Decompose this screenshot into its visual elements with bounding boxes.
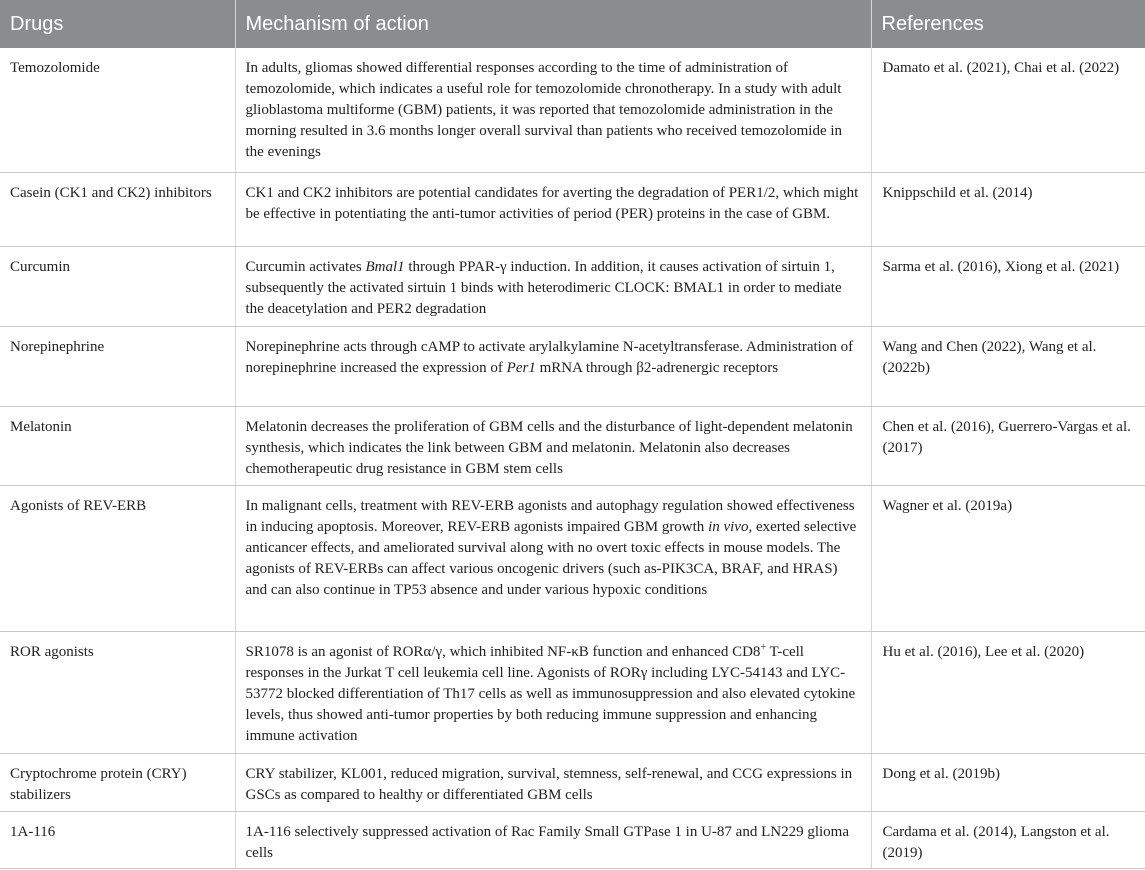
header-row [0, 0, 1145, 48]
mechanism-text: Norepinephrine acts through cAMP to activate arylalkylamine N-acetyltransferase. Administration of norepinephrine increased the expression of [245, 338, 854, 376]
mechanism-cell [235, 246, 871, 326]
mechanism-text: T-cell responses in the Jurkat T cell leukemia cell line. Agonists of RORγ including LYC-54143 and LYC-53772 blocked differentiation of Th17 cells as well as immunosuppression and also elevated cytokine levels, thus showed anti-tumor properties by both reducing immune suppression and enhancing immune activation [245, 643, 856, 744]
references-cell: Chen et al. (2016), Guerrero-Vargas et al. (2017) [871, 406, 1145, 485]
mechanism-cell [235, 631, 871, 753]
references-cell: Sarma et al. (2016), Xiong et al. (2021) [871, 246, 1145, 326]
mechanism-text: SR1078 is an agonist of RORα/γ, which inhibited NF-κB function and enhanced CD8 [245, 643, 761, 660]
table-row [0, 48, 1145, 172]
references-cell: Cardama et al. (2014), Langston et al. (2019) [871, 811, 1145, 868]
header-drugs: Drugs [0, 0, 235, 48]
mechanism-cell: In adults, gliomas showed differential responses according to the time of administration of temozolomide, which indicates a useful role for temozolomide chronotherapy. In a study with adult glioblastoma multiforme (GBM) patients, it was reported that temozolomide administration in the morning resulted in 3.6 months longer overall survival than patients who received temozolomide in the evenings [235, 48, 871, 172]
table-row [0, 485, 1145, 631]
mechanism-text: through PPAR-γ induction. In addition, it causes activation of sirtuin 1, subsequently the activated sirtuin 1 binds with heterodimeric CLOCK: BMAL1 in order to mediate the deacetylation and PER2 degradation [245, 258, 842, 317]
superscript-plus: + [760, 641, 767, 653]
header-mechanism: Mechanism of action [235, 0, 871, 48]
references-cell: Damato et al. (2021), Chai et al. (2022) [871, 48, 1145, 172]
mechanism-text: , exerted selective anticancer effects, and ameliorated survival along with no overt toxic effects in mouse models. The agonists of REV-ERBs can affect various oncogenic drivers (such as-PIK3CA, BRAF, and HRAS) and can also continue in TP53 absence and under various hypoxic conditions [245, 518, 857, 598]
mechanism-cell: CRY stabilizer, KL001, reduced migration, survival, stemness, self-renewal, and CCG expressions in GSCs as compared to healthy or differentiated GBM cells [235, 753, 871, 811]
references-cell: Wagner et al. (2019a) [871, 485, 1145, 631]
gene-name-italic: Per1 [506, 359, 536, 376]
drug-cell: 1A-116 [0, 811, 235, 868]
drug-cell: Agonists of REV-ERB [0, 485, 235, 631]
mechanism-cell: Melatonin decreases the proliferation of GBM cells and the disturbance of light-dependent melatonin synthesis, which indicates the link between GBM and melatonin. Melatonin also decreases chemotherapeutic drug resistance in GBM stem cells [235, 406, 871, 485]
mechanism-text: mRNA through β2-adrenergic receptors [535, 359, 779, 376]
drug-cell: Casein (CK1 and CK2) inhibitors [0, 172, 235, 246]
table-row [0, 172, 1145, 246]
table-row [0, 811, 1145, 868]
references-cell: Wang and Chen (2022), Wang et al. (2022b) [871, 326, 1145, 406]
table-row [0, 246, 1145, 326]
drug-cell: Cryptochrome protein (CRY) stabilizers [0, 753, 235, 811]
drug-cell: Curcumin [0, 246, 235, 326]
table-header [0, 0, 1145, 48]
references-cell: Dong et al. (2019b) [871, 753, 1145, 811]
drug-cell: ROR agonists [0, 631, 235, 753]
gene-name-italic: Bmal1 [365, 258, 405, 275]
table-row [0, 753, 1145, 811]
mechanism-cell: CK1 and CK2 inhibitors are potential candidates for averting the degradation of PER1/2, which might be effective in potentiating the anti-tumor activities of period (PER) proteins in the case of GBM. [235, 172, 871, 246]
table-row [0, 406, 1145, 485]
drug-cell: Norepinephrine [0, 326, 235, 406]
mechanism-text: In malignant cells, treatment with REV-ERB agonists and autophagy regulation showed effectiveness in inducing apoptosis. Moreover, REV-ERB agonists impaired GBM growth [245, 497, 855, 535]
drug-cell: Melatonin [0, 406, 235, 485]
table-row [0, 326, 1145, 406]
in-vivo-italic: in vivo [708, 518, 749, 535]
table-row [0, 631, 1145, 753]
mechanism-cell: 1A-116 selectively suppressed activation of Rac Family Small GTPase 1 in U-87 and LN229 glioma cells [235, 811, 871, 868]
mechanism-cell [235, 326, 871, 406]
mechanism-text: Curcumin activates [245, 258, 366, 275]
drug-cell: Temozolomide [0, 48, 235, 172]
references-cell: Knippschild et al. (2014) [871, 172, 1145, 246]
references-cell: Hu et al. (2016), Lee et al. (2020) [871, 631, 1145, 753]
table-body [0, 48, 1145, 868]
header-references: References [871, 0, 1145, 48]
mechanism-cell [235, 485, 871, 631]
